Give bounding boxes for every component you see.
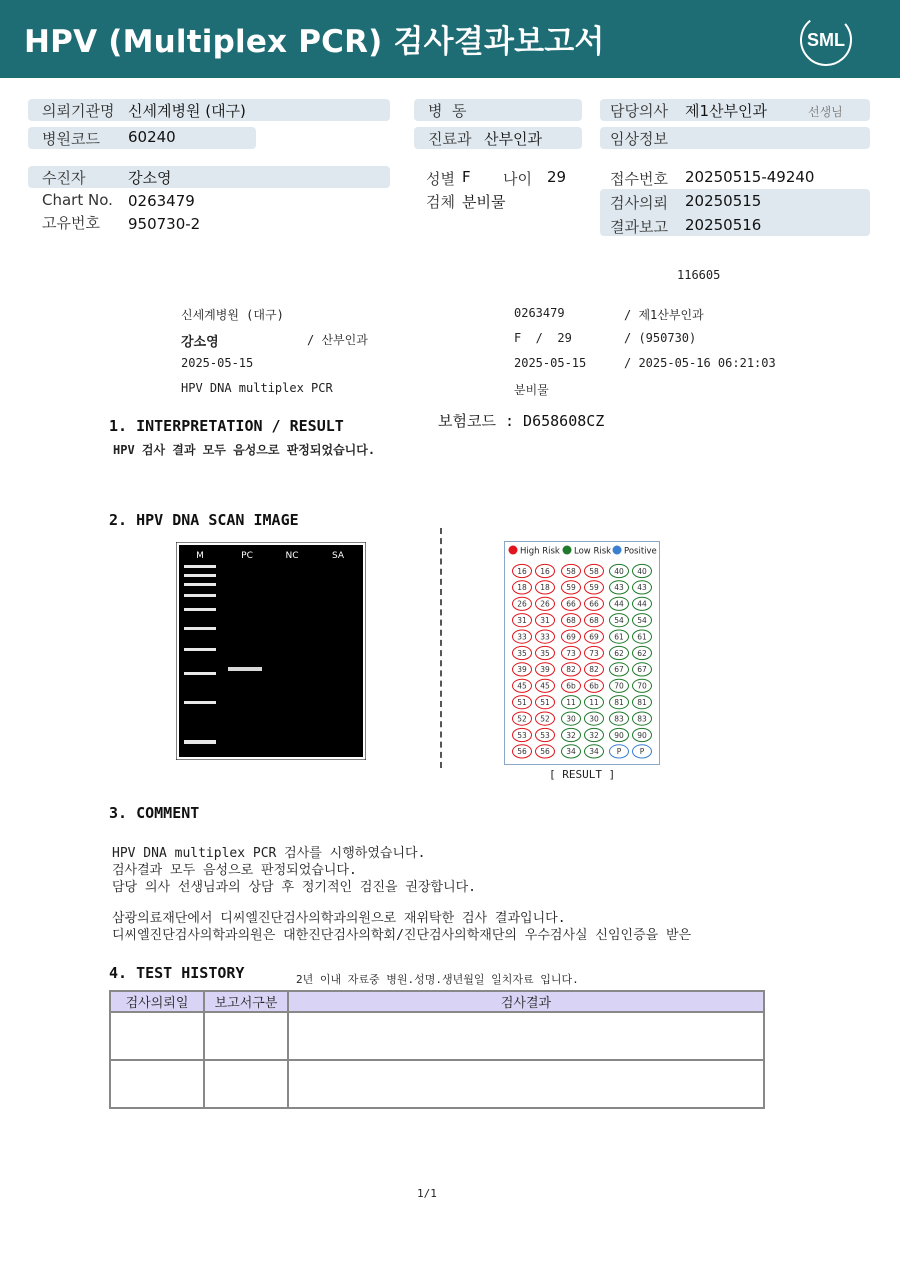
legend-label: Low Risk [574, 546, 612, 557]
comment-line: 검사결과 모두 음성으로 판정되었습니다. [112, 863, 357, 878]
gel-label-sa: SA [331, 551, 345, 561]
marker-band [184, 583, 216, 586]
doctor-value: 제1산부인과 [685, 102, 767, 120]
comment-line: 담당 의사 선생님과의 상담 후 정기적인 검진을 권장합니다. [112, 880, 477, 895]
genotype-label: 6b [589, 681, 599, 691]
history-header-row [110, 991, 764, 1012]
genotype-label: 61 [637, 632, 647, 642]
genotype-label: 26 [517, 599, 527, 609]
genotype-label: 44 [614, 599, 624, 609]
institution-value: 신세계병원 (대구) [128, 102, 246, 120]
doctor-label: 담당의사 [610, 102, 668, 120]
genotype-label: 45 [517, 681, 527, 691]
sub-specimen: 분비물 [514, 383, 549, 397]
history-col-report-type: 보고서구분 [204, 991, 288, 1012]
genotype-label: P [616, 747, 622, 757]
genotype-label: 33 [517, 632, 527, 642]
genotype-label: 73 [566, 648, 576, 658]
sub-test: HPV DNA multiplex PCR [181, 381, 333, 395]
doctor-suffix: 선생님 [808, 105, 843, 119]
genotype-label: 81 [614, 698, 624, 707]
age-label: 나이 [503, 170, 532, 188]
genotype-label: 39 [540, 665, 550, 675]
marker-band [184, 627, 216, 630]
marker-band [184, 594, 216, 597]
interpretation-result: HPV 검사 결과 모두 음성으로 판정되었습니다. [113, 443, 376, 457]
report-label: 결과보고 [610, 218, 668, 236]
hospital-code-label: 병원코드 [42, 130, 100, 148]
sub-hospital: 신세계병원 (대구) [181, 308, 284, 322]
page-number: 1/1 [417, 1187, 437, 1200]
legend-label: Positive [624, 546, 657, 557]
specimen-value: 분비물 [462, 193, 506, 211]
report-value: 20250516 [685, 216, 762, 234]
genotype-label: 43 [637, 583, 647, 593]
genotype-label: 66 [566, 599, 576, 609]
marker-band [184, 740, 216, 744]
report-title: HPV (Multiplex PCR) 검사결과보고서 [24, 24, 605, 60]
genotype-label: 68 [566, 616, 576, 625]
hospital-code-value: 60240 [128, 128, 176, 146]
insurance-code: 보험코드 : D658608CZ [438, 412, 605, 430]
genotype-label: 30 [589, 714, 599, 724]
genotype-label: 90 [637, 730, 647, 740]
genotype-label: 43 [614, 583, 624, 593]
genotype-label: 70 [637, 681, 647, 691]
patient-label: 수진자 [42, 169, 86, 187]
patient-value: 강소영 [128, 169, 172, 187]
sub-dept: / 산부인과 [307, 333, 368, 347]
genotype-label: 16 [540, 566, 550, 576]
genotype-label: 26 [540, 599, 550, 609]
marker-band [184, 701, 216, 704]
result-caption: [ RESULT ] [549, 768, 616, 781]
section3-title: 3. COMMENT [109, 804, 200, 822]
genotype-label: 62 [614, 648, 624, 658]
section4-title: 4. TEST HISTORY [109, 964, 245, 982]
sub-code: 116605 [677, 268, 721, 282]
genotype-label: 11 [566, 698, 576, 707]
marker-band [184, 574, 216, 577]
genotype-label: 45 [540, 681, 550, 691]
genotype-label: 83 [614, 714, 624, 724]
history-col-result: 검사결과 [288, 991, 764, 1012]
genotype-label: 31 [517, 616, 527, 625]
marker-band [184, 608, 216, 611]
genotype-label: 32 [589, 730, 599, 740]
genotype-label: 33 [540, 632, 550, 642]
sex-label: 성별 [426, 170, 455, 188]
genotype-label: 51 [517, 698, 527, 707]
genotype-label: 62 [637, 648, 647, 658]
genotype-label: 18 [517, 583, 527, 593]
genotype-label: 44 [637, 599, 647, 609]
image-divider [440, 528, 442, 768]
sub-birth: / (950730) [624, 331, 697, 345]
genotype-label: 54 [637, 616, 647, 625]
genotype-label: 58 [566, 566, 576, 576]
age-value: 29 [547, 168, 567, 186]
gel-label-pc: PC [241, 551, 253, 561]
genotype-label: 70 [614, 681, 624, 691]
genotype-label: 30 [566, 714, 576, 724]
genotype-label: 40 [614, 566, 624, 576]
logo-text: SML [807, 30, 845, 50]
genotype-label: 52 [517, 714, 527, 724]
receipt-label: 접수번호 [610, 170, 668, 188]
genotype-label: 67 [637, 665, 647, 675]
legend-dot [509, 546, 518, 555]
genotype-label: 6b [566, 681, 576, 691]
genotype-label: 82 [589, 665, 599, 675]
history-col-request-date: 검사의뢰일 [110, 991, 204, 1012]
history-note: 2년 이내 자료중 병원.성명.생년월일 일치자료 입니다. [296, 973, 579, 986]
section2-title: 2. HPV DNA SCAN IMAGE [109, 511, 299, 529]
specimen-label: 검체 [426, 193, 455, 211]
genotype-label: 73 [589, 648, 599, 658]
genotype-label: 40 [637, 566, 647, 576]
genotype-label: 31 [540, 616, 550, 625]
genotype-label: 58 [589, 566, 599, 576]
institution-label: 의뢰기관명 [42, 102, 115, 120]
uid-value: 950730-2 [128, 215, 201, 233]
hpv-result-grid [504, 541, 660, 765]
genotype-label: 34 [589, 747, 599, 757]
department-value: 산부인과 [484, 130, 542, 148]
genotype-label: 69 [589, 632, 599, 642]
gel-label-nc: NC [285, 551, 299, 561]
section1-title: 1. INTERPRETATION / RESULT [109, 417, 344, 435]
sex-value: F [462, 168, 471, 186]
comment-line: HPV DNA multiplex PCR 검사를 시행하였습니다. [112, 846, 426, 861]
genotype-label: 82 [566, 665, 576, 675]
ward-label: 병 동 [428, 102, 467, 120]
table-row [110, 1060, 764, 1108]
uid-label: 고유번호 [42, 214, 100, 232]
genotype-label: 83 [637, 714, 647, 724]
genotype-label: 81 [637, 698, 647, 707]
genotype-label: 32 [566, 730, 576, 740]
sub-datetime: / 2025-05-16 06:21:03 [624, 356, 776, 370]
gel-image [176, 542, 366, 760]
comment-line: 디씨엘진단검사의학과의원은 대한진단검사의학회/진단검사의학재단의 우수검사실 신임인증을 받은 [112, 928, 692, 943]
genotype-label: 59 [589, 583, 599, 593]
genotype-label: 11 [589, 698, 599, 707]
sub-date1: 2025-05-15 [181, 356, 254, 370]
genotype-label: 67 [614, 665, 624, 675]
department-label: 진료과 [428, 130, 472, 148]
genotype-label: 61 [614, 632, 624, 642]
legend-dot [563, 546, 572, 555]
history-table [109, 990, 765, 1109]
clinical-label: 임상정보 [610, 130, 668, 148]
marker-band [184, 648, 216, 651]
genotype-label: 56 [517, 747, 527, 757]
genotype-label: 53 [540, 730, 550, 740]
genotype-label: 39 [517, 665, 527, 675]
sub-doctor: / 제1산부인과 [624, 308, 704, 322]
table-row [110, 1012, 764, 1060]
gel-label-m: M [196, 551, 204, 561]
genotype-label: 51 [540, 698, 550, 707]
genotype-label: 35 [540, 648, 550, 658]
sub-sexage: F / 29 [514, 331, 572, 345]
genotype-label: 90 [614, 730, 624, 740]
genotype-label: 68 [589, 616, 599, 625]
genotype-label: 66 [589, 599, 599, 609]
request-label: 검사의뢰 [610, 194, 668, 212]
genotype-label: P [639, 747, 645, 757]
genotype-label: 59 [566, 583, 576, 593]
chart-value: 0263479 [128, 192, 195, 210]
legend-dot [613, 546, 622, 555]
marker-band [184, 565, 216, 568]
comment-line: 삼광의료재단에서 디씨엘진단검사의학과의원으로 재위탁한 검사 결과입니다. [112, 911, 566, 926]
chart-label: Chart No. [42, 191, 113, 209]
request-value: 20250515 [685, 192, 762, 210]
genotype-label: 69 [566, 632, 576, 642]
genotype-label: 54 [614, 616, 624, 625]
genotype-label: 16 [517, 566, 527, 576]
legend-label: High Risk [520, 546, 560, 557]
receipt-value: 20250515-49240 [685, 168, 815, 186]
genotype-label: 56 [540, 747, 550, 757]
sml-logo [798, 12, 854, 68]
genotype-label: 18 [540, 583, 550, 593]
genotype-label: 52 [540, 714, 550, 724]
sub-patient: 강소영 [181, 335, 219, 350]
sub-chart: 0263479 [514, 306, 565, 320]
marker-band [184, 672, 216, 675]
sub-date2: 2025-05-15 [514, 356, 587, 370]
genotype-label: 34 [566, 747, 576, 757]
legend [509, 546, 657, 557]
genotype-label: 35 [517, 648, 527, 658]
pc-band [228, 667, 262, 671]
genotype-label: 53 [517, 730, 527, 740]
